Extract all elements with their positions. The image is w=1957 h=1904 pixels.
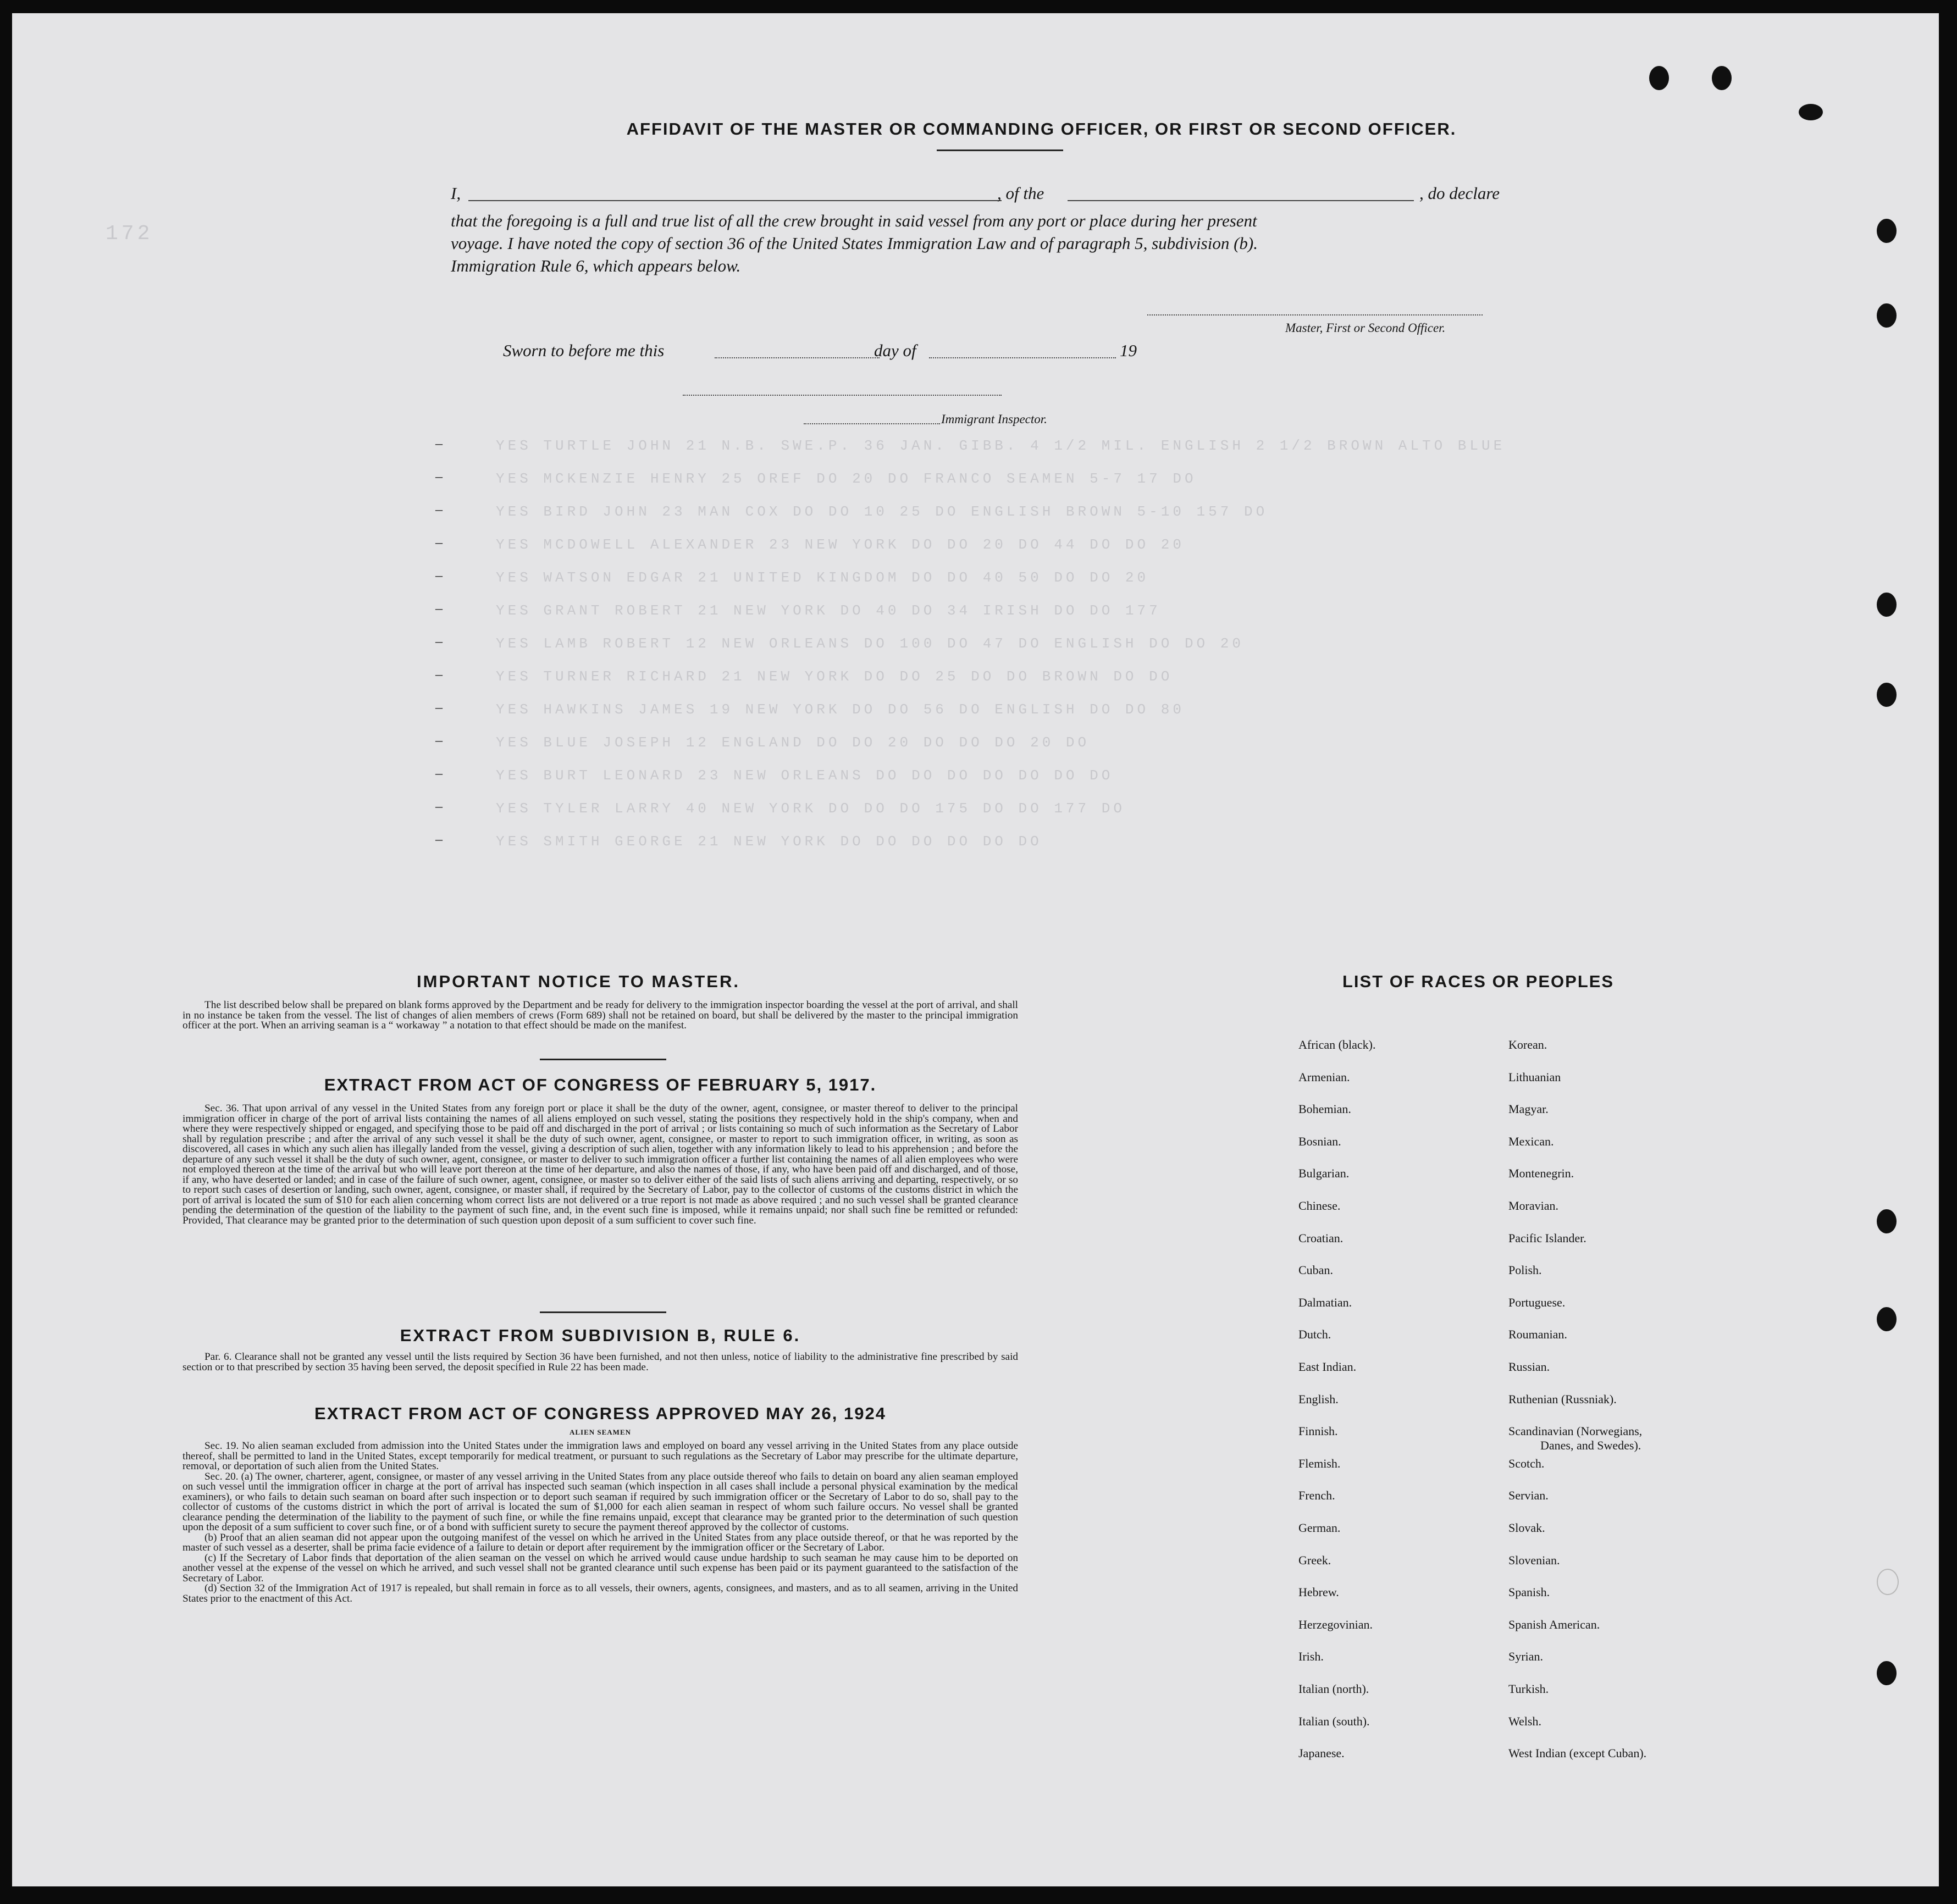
document-page [12,13,1939,1886]
extract-1924-title: EXTRACT FROM ACT OF CONGRESS APPROVED MAY 26, 1924 [314,1404,886,1423]
race-item: Scandinavian (Norwegians, [1508,1424,1643,1438]
race-item: Lithuanian [1508,1070,1561,1084]
extract-1917-title: EXTRACT FROM ACT OF CONGRESS OF FEBRUARY 5, 1917. [324,1075,877,1094]
bleed-through-row: YES BIRD JOHN 23 MAN COX DO DO 10 25 DO ENGLISH BROWN 5-10 157 DO [496,503,1268,520]
tick-mark: – [435,501,443,517]
punch-hole [1877,593,1897,617]
sec-20c-paragraph: (c) If the Secretary of Labor finds that deportation of the alien seaman on the vessel on which he arrived would cause undue hardship to such seaman he may cause him to be deported on another vessel at the expense of the vessel on which he arrived, and such vessel shall not be granted clearance until such expense has been paid or its payment guaranteed to the satisfaction of the Secretary of Labor. [183,1552,1018,1584]
race-item: Irish. [1298,1650,1324,1664]
bleed-through-row: YES MCDOWELL ALEXANDER 23 NEW YORK DO DO 20 DO 44 DO DO 20 [496,536,1185,553]
notice-title: IMPORTANT NOTICE TO MASTER. [417,972,740,991]
race-item: Portuguese. [1508,1295,1566,1309]
notice-body [183,1000,1018,1031]
notice-paragraph: The list described below shall be prepared on blank forms approved by the Department and be ready for delivery to the immigration inspector boarding the vessel at the port of arrival, and shall in no instance be taken from the vessel. The list of changes of alien members of crews (Form 689) shall not be retained on board, but shall be delivered by the master to the principal immigration officer at the port. When an arriving seaman is a “ workaway ” a notation to that effect should be made on the manifest. [183,999,1018,1031]
affidavit-i: I, [451,184,461,203]
race-item: Dalmatian. [1298,1295,1352,1309]
master-label: Master, First or Second Officer. [1285,321,1446,335]
race-item: Polish. [1508,1263,1542,1277]
bleed-through-row: YES BURT LEONARD 23 NEW ORLEANS DO DO DO DO DO DO DO [496,767,1114,784]
race-item: Italian (north). [1298,1682,1369,1696]
punch-hole [1877,219,1897,243]
race-item: Russian. [1508,1360,1550,1374]
month-field-line[interactable] [929,357,1116,358]
master-signature-line[interactable] [1147,314,1483,316]
tick-mark: – [435,435,443,451]
bleed-through-row: YES WATSON EDGAR 21 UNITED KINGDOM DO DO 40 50 DO DO 20 [496,569,1149,586]
race-item: Flemish. [1298,1456,1341,1470]
race-item: French. [1298,1488,1335,1503]
punch-hole [1649,66,1669,90]
sec-19-paragraph: Sec. 19. No alien seaman excluded from admission into the United States under the immigration laws and employed on board any vessel arriving in the United States from any place outside thereof, shall be permitted to land in the United States, except temporarily for medical treatment, or pursuant to such regulations as the Secretary of Labor may prescribe for the ultimate departure, removal, or deportation of such alien from the United States. [183,1440,1018,1472]
race-item: English. [1298,1392,1339,1406]
tick-mark: – [435,798,443,814]
inspector-signature-line[interactable] [683,395,1002,396]
tick-mark: – [435,600,443,616]
race-item: Dutch. [1298,1327,1331,1342]
race-item: Chinese. [1298,1199,1341,1213]
races-title: LIST OF RACES OR PEOPLES [1342,972,1615,991]
tick-mark: – [435,699,443,715]
tick-mark: – [435,666,443,682]
race-item: Japanese. [1298,1746,1345,1761]
inspector-signature-line-2 [804,423,940,424]
punch-hole [1877,1307,1897,1331]
affidavit-line-3: voyage. I have noted the copy of section 36 of the United States Immigration Law and of paragraph 5, subdivision (b). [451,234,1258,253]
bleed-through-row: YES HAWKINS JAMES 19 NEW YORK DO DO 56 DO ENGLISH DO DO 80 [496,701,1185,718]
day-of-text: day of [874,341,916,360]
affidavit-of-the: , of the [997,184,1044,203]
tick-mark: – [435,567,443,583]
race-item: Slovenian. [1508,1553,1560,1567]
punch-hole [1877,1661,1897,1685]
punch-hole [1877,303,1897,328]
punch-hole [1877,1569,1899,1595]
race-item: Danes, and Swedes). [1540,1438,1641,1453]
race-item: Herzegovinian. [1298,1617,1373,1631]
rule-6-body [183,1352,1018,1372]
sec-20a-paragraph: Sec. 20. (a) The owner, charterer, agent, consignee, or master of any vessel arriving in the United States from any place outside thereof who fails to detain on board any alien seaman employed on such vessel until the immigration officer in charge at the port of arrival has inspected such seaman (which inspection in all cases shall include a personal physical examination by the medical examiners), or who fails to detain such seaman on board after such inspection or to deport such seaman if required by such immigration officer or the Secretary of Labor to do so, shall pay to the collector of customs of the customs district in which the port of arrival is located the sum of $1,000 for each alien seaman in respect of whom such failure occurs. No vessel shall be granted clearance pending the determination of the liability to the payment of such fine, or while the fine remains unpaid, except that clearance may be granted prior to the determination of such question upon the deposit of a sum sufficient to cover such fine, or of a bond with sufficient surety to secure the payment thereof approved by the collector of customs. [183,1470,1018,1533]
day-field-line[interactable] [715,357,880,358]
divider [540,1059,666,1060]
rule-6-paragraph: Par. 6. Clearance shall not be granted any vessel until the lists required by Section 36 have been furnished, and not then unless, notice of liability to the administrative fine prescribed by said section or to that prescribed by section 35 having been served, the deposit specified in Rule 22 has been made. [183,1351,1018,1373]
bleed-through-row: YES MCKENZIE HENRY 25 OREF DO 20 DO FRANCO SEAMEN 5-7 17 DO [496,471,1197,487]
tick-mark: – [435,831,443,847]
race-item: Mexican. [1508,1134,1554,1148]
race-item: Finnish. [1298,1424,1338,1438]
race-item: Magyar. [1508,1102,1549,1116]
name-field-line[interactable] [468,200,1002,201]
extract-1924-subtitle: ALIEN SEAMEN [569,1428,632,1436]
divider [540,1311,666,1313]
bleed-through-row: YES TURTLE JOHN 21 N.B. SWE.P. 36 JAN. GIBB. 4 1/2 MIL. ENGLISH 2 1/2 BROWN ALTO BLUE [496,438,1506,454]
race-item: Armenian. [1298,1070,1350,1084]
race-item: Slovak. [1508,1521,1545,1535]
race-item: Bosnian. [1298,1134,1341,1148]
race-item: African (black). [1298,1038,1376,1051]
extract-1917-paragraph: Sec. 36. That upon arrival of any vessel in the United States from any foreign port or place it shall be the duty of the owner, agent, consignee, or master thereof to deliver to the principal immigration officer in charge of the port of arrival lists containing the names of all aliens employed on such vessel, stating the positions they respectively hold in the ship's company, when and where they were respectively shipped or engaged, and specifying those to be paid off and discharged in the port of arrival ; or lists containing so much of such information as the Secretary of Labor shall by regulation prescribe ; and after the arrival of any such vessel it shall be the duty of such owner, agent, consignee, or master to report to such immigration officer, in writing, as soon as discovered, all cases in which any such alien has illegally landed from the vessel, giving a description of such alien, together with any information likely to lead to his apprehension ; and before the departure of any such vessel it shall be the duty of such owner, agent, consignee, or master to deliver to such immigration officer a further list containing the names of all alien employees who were not employed thereon at the time of the arrival but who will leave port thereon at the time of her departure, and also the names of those, if any, who have been paid off and discharged, and of those, if any, who have deserted or landed; and in case of the failure of such owner, agent, consignee, or master so to deliver either of the said lists of such aliens arriving and departing, respectively, or so to report such cases of desertion or landing, such owner, agent, consignee, or master shall, if required by the Secretary of Labor, pay to the collector of customs of the customs district in which the port of arrival is located the sum of $10 for each alien concerning whom correct lists are not delivered or a true report is not made as above required ; and no such vessel shall be granted clearance pending the determination of the question of the liability to the payment of such fine, and, in the event such fine is imposed, while it remains unpaid; nor shall such fine be remitted or refunded: Provided, That clearance may be granted prior to the determination of such question upon deposit of a sum sufficient to cover such fine. [183,1103,1018,1226]
extract-1924-body [183,1441,1018,1604]
race-item: Korean. [1508,1038,1547,1051]
tick-mark: – [435,468,443,484]
race-item: East Indian. [1298,1360,1357,1374]
bleed-through-row: YES SMITH GEORGE 21 NEW YORK DO DO DO DO DO DO [496,833,1042,850]
race-item: Roumanian. [1508,1327,1567,1342]
extract-1917-body [183,1104,1018,1226]
race-item: Syrian. [1508,1650,1543,1664]
affidavit-line-2: that the foregoing is a full and true list of all the crew brought in said vessel from any port or place during her present [451,211,1257,230]
sec-20b-paragraph: (b) Proof that an alien seaman did not appear upon the outgoing manifest of the vessel on which he arrived in the United States from any place outside thereof, or that he was reported by the master of such vessel as a deserter, shall be prima facie evidence of a failure to detain or deport after requirement by the immigration officer or the Secretary of Labor. [183,1531,1018,1553]
rule-6-title: EXTRACT FROM SUBDIVISION B, RULE 6. [400,1326,801,1345]
affidavit-title: AFFIDAVIT OF THE MASTER OR COMMANDING OFFICER, OR FIRST OR SECOND OFFICER. [626,119,1457,139]
race-item: Hebrew. [1298,1585,1339,1599]
race-item: German. [1298,1521,1341,1535]
bleed-through-row: YES LAMB ROBERT 12 NEW ORLEANS DO 100 DO 47 DO ENGLISH DO DO 20 [496,635,1244,652]
punch-hole [1799,104,1823,120]
race-item: Pacific Islander. [1508,1231,1586,1245]
race-item: West Indian (except Cuban). [1508,1746,1647,1761]
race-item: Spanish. [1508,1585,1550,1599]
sec-20d-paragraph: (d) Section 32 of the Immigration Act of 1917 is repealed, but shall remain in force as to all vessels, their owners, agents, consignees, and masters, and as to all seamen, arriving in the United States prior to the enactment of this Act. [183,1582,1018,1604]
vessel-field-line[interactable] [1068,200,1414,201]
race-item: Croatian. [1298,1231,1344,1245]
tick-mark: – [435,765,443,781]
race-item: Spanish American. [1508,1617,1600,1631]
punch-hole [1877,683,1897,707]
race-item: Moravian. [1508,1199,1559,1213]
race-item: Scotch. [1508,1456,1545,1470]
race-item: Cuban. [1298,1263,1333,1277]
punch-hole [1712,66,1732,90]
year-prefix: 19 [1120,341,1137,360]
bleed-through-row: YES TYLER LARRY 40 NEW YORK DO DO DO 175 DO DO 177 DO [496,800,1125,817]
race-item: Turkish. [1508,1682,1549,1696]
divider [937,150,1063,151]
race-item: Welsh. [1508,1714,1541,1728]
race-item: Montenegrin. [1508,1166,1574,1181]
race-item: Greek. [1298,1553,1331,1567]
tick-mark: – [435,633,443,649]
bleed-through-row: YES BLUE JOSEPH 12 ENGLAND DO DO 20 DO DO DO 20 DO [496,734,1090,751]
tick-mark: – [435,534,443,550]
inspector-label: Immigrant Inspector. [941,412,1047,426]
race-item: Bohemian. [1298,1102,1351,1116]
tick-mark: – [435,732,443,748]
affidavit-line-4: Immigration Rule 6, which appears below. [451,256,741,275]
race-item: Ruthenian (Russniak). [1508,1392,1617,1406]
race-item: Bulgarian. [1298,1166,1350,1181]
punch-hole [1877,1209,1897,1233]
sworn-text: Sworn to before me this [503,341,665,360]
race-item: Servian. [1508,1488,1549,1503]
bleed-through-row: YES GRANT ROBERT 21 NEW YORK DO 40 DO 34 IRISH DO DO 177 [496,602,1161,619]
race-item: Italian (south). [1298,1714,1370,1728]
affidavit-do-declare: , do declare [1419,184,1500,203]
bleed-through-row: YES TURNER RICHARD 21 NEW YORK DO DO 25 DO DO BROWN DO DO [496,668,1173,685]
margin-page-number: 172 [106,222,153,246]
